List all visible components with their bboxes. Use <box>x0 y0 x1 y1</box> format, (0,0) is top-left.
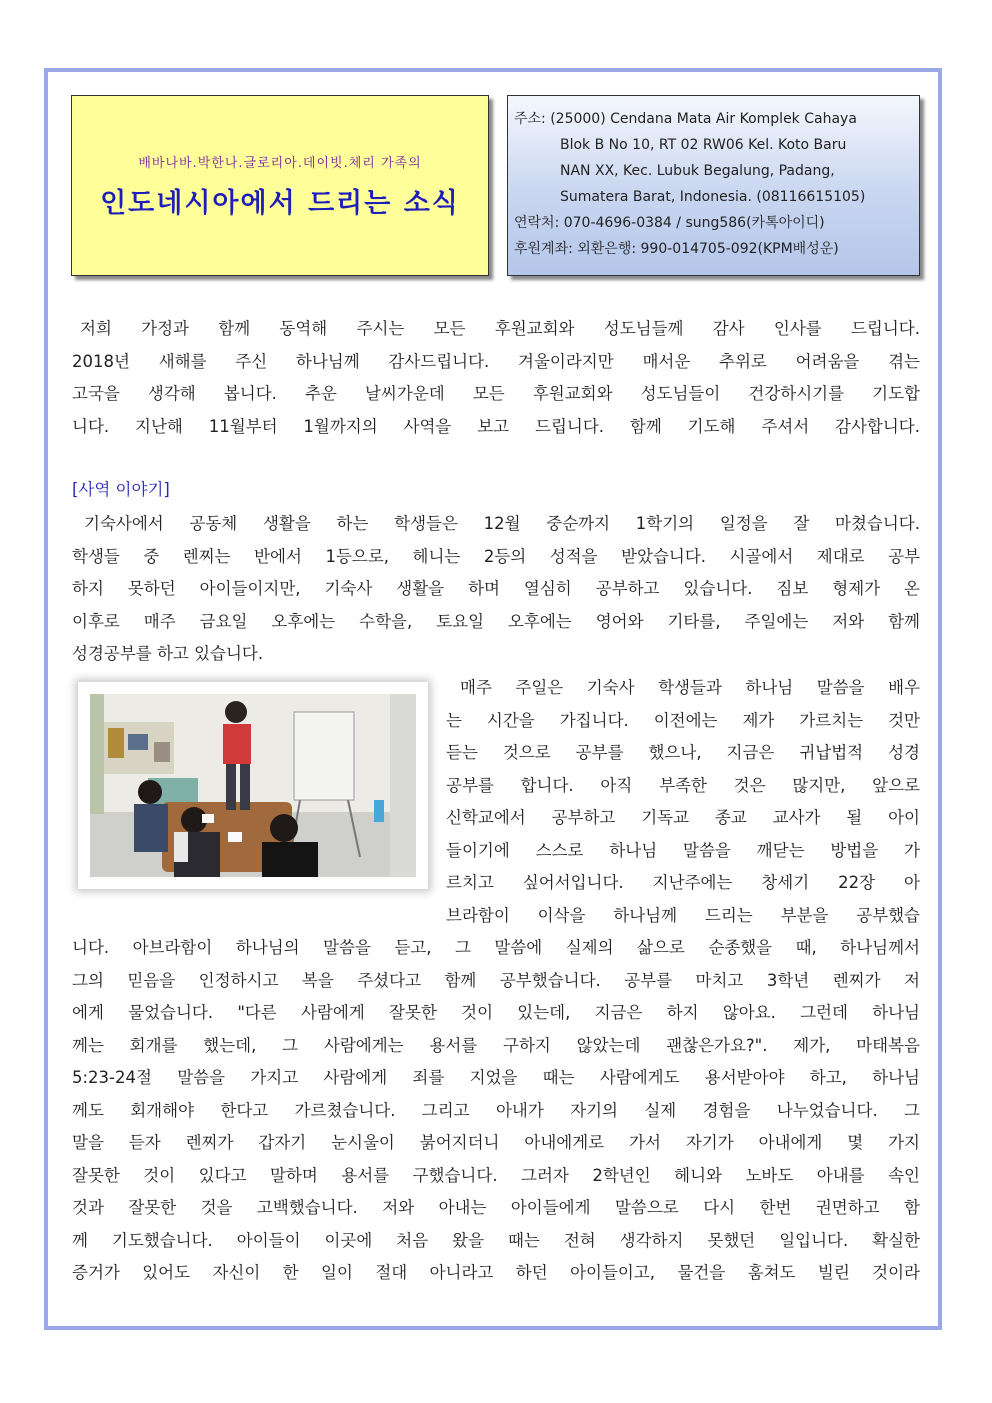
paragraph-line: 께는 회개를 했는데, 그 사람에게는 용서를 구하지 않았는데 괜찮은가요?". 제가, 마태복음 <box>72 1035 920 1055</box>
paragraph-line: 그의 믿음을 인정하시고 복을 주셨다고 함께 공부했습니다. 공부를 마치고 3학년 렌찌가 저 <box>72 970 920 990</box>
paragraph-line: 학생들 중 렌찌는 반에서 1등으로, 헤니는 2등의 성적을 받았습니다. 시골에서 제대로 공부 <box>72 546 920 566</box>
paragraph-line: 이후로 매주 금요일 오후에는 수학을, 토요일 오후에는 영어와 기타를, 주일에는 저와 함께 <box>72 611 920 631</box>
intro-line: 고국을 생각해 봅니다. 추운 날씨가운데 모든 후원교회와 성도님들이 건강하시기를 기도합 <box>72 384 920 403</box>
paragraph-line: 5:23-24절 말씀을 가지고 사람에게 죄를 지었을 때는 사람에게도 용서받아야 하고, 하나님 <box>72 1068 920 1087</box>
paragraph-line: 잘못한 것이 있다고 말하며 용서를 구했습니다. 그러자 2학년인 헤니와 노바도 아내를 속인 <box>72 1165 920 1185</box>
ministry-paragraph-2-full <box>72 932 920 1290</box>
paragraph-line: 매주 주일은 기숙사 학생들과 하나님 말씀을 배우 <box>460 678 920 697</box>
newsletter-title: 인도네시아에서 드리는 소식 <box>100 187 460 219</box>
intro-line: 2018년 새해를 주신 하나님께 감사드립니다. 겨울이라지만 매서운 추위로 어려움을 겪는 <box>72 351 920 371</box>
bible-study-photo <box>78 682 428 889</box>
address-line-2: Blok B No 10, RT 02 RW06 Kel. Koto Baru <box>560 137 847 153</box>
paragraph-line: 말을 듣자 렌찌가 갑자기 눈시울이 붉어지더니 아내에게로 가서 자기가 아내에게 몇 가지 <box>72 1133 920 1152</box>
paragraph-line: 니다. 아브라함이 하나님의 말씀을 듣고, 그 말씀에 실제의 삶으로 순종했을 때, 하나님께서 <box>72 938 920 957</box>
address-line-1: 주소: (25000) Cendana Mata Air Komplek Cahaya <box>514 111 857 127</box>
newsletter-title-box <box>71 95 489 276</box>
paragraph-line: 듣는 것으로 공부를 했으나, 지금은 귀납법적 성경 <box>446 743 920 762</box>
paragraph-line: 신학교에서 공부하고 기독교 종교 교사가 될 아이 <box>446 808 920 827</box>
paragraph-line: 브라함이 이삭을 하나님께 드리는 부분을 공부했습 <box>446 905 920 925</box>
paragraph-line: 하지 못하던 아이들이지만, 기숙사 생활을 하며 열심히 공부하고 있습니다. 짐보 형제가 온 <box>72 579 920 598</box>
paragraph-line: 성경공부를 하고 있습니다. <box>72 644 264 663</box>
paragraph-line: 공부를 합니다. 아직 부족한 것은 많지만, 앞으로 <box>446 775 920 795</box>
ministry-paragraph-2-wrapped <box>446 672 920 932</box>
account-line: 후원계좌: 외환은행: 990-014705-092(KPM배성운) <box>514 241 839 257</box>
intro-line: 니다. 지난해 11월부터 1월까지의 사역을 보고 드립니다. 함께 기도해 주셔서 감사합니다. <box>72 416 920 436</box>
paragraph-line: 께 기도했습니다. 아이들이 이곳에 처음 왔을 때는 전혀 생각하지 못했던 일입니다. 확실한 <box>72 1230 920 1250</box>
section-heading: [사역 이야기] <box>72 480 170 499</box>
phone-line: 연락처: 070-4696-0384 / sung586(카톡아이디) <box>514 215 825 231</box>
paragraph-line: 증거가 있어도 자신이 한 일이 절대 아니라고 하던 아이들이고, 물건을 훔쳐도 빌린 것이라 <box>72 1263 920 1282</box>
paragraph-line: 것과 잘못한 것을 고백했습니다. 저와 아내는 아이들에게 말씀으로 다시 한번 권면하고 함 <box>72 1198 920 1217</box>
paragraph-line: 는 시간을 가집니다. 이전에는 제가 가르치는 것만 <box>446 710 920 730</box>
paragraph-line: 께도 회개해야 한다고 가르쳤습니다. 그리고 아내가 자기의 실제 경험을 나누었습니다. 그 <box>72 1100 920 1120</box>
paragraph-line: 기숙사에서 공동체 생활을 하는 학생들은 12월 중순까지 1학기의 일정을 잘 마쳤습니다. <box>84 514 920 533</box>
ministry-paragraph-1 <box>72 508 920 671</box>
address-line-3: NAN XX, Kec. Lubuk Begalung, Padang, <box>560 163 835 179</box>
family-subtitle: 배바나바.박한나.글로리아.데이빗.체리 가족의 <box>138 155 422 171</box>
intro-line: 저희 가정과 함께 동역해 주시는 모든 후원교회와 성도님들께 감사 인사를 드립니다. <box>80 319 920 338</box>
intro-paragraph <box>72 313 920 443</box>
address-line-4: Sumatera Barat, Indonesia. (08116615105) <box>560 189 866 205</box>
contact-box <box>507 95 920 276</box>
paragraph-line: 들이기에 스스로 하나님 말씀을 깨닫는 방법을 가 <box>446 840 920 860</box>
paragraph-line: 르치고 싶어서입니다. 지난주에는 창세기 22장 아 <box>446 873 920 892</box>
paragraph-line: 에게 물었습니다. "다른 사람에게 잘못한 것이 있는데, 지금은 하지 않아요. 그런데 하나님 <box>72 1003 920 1022</box>
